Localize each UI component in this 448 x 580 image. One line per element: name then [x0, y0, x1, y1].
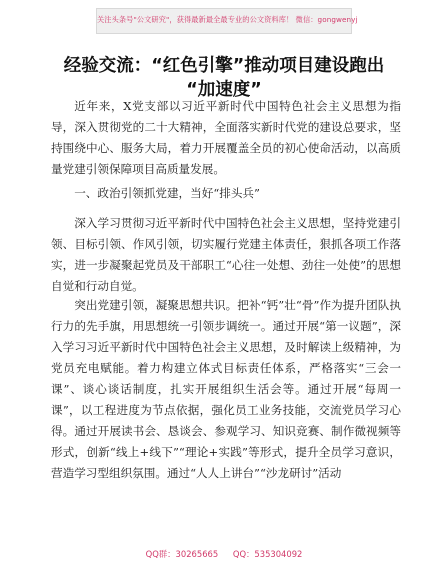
- paragraph-political-leadership: [51, 213, 401, 297]
- document-title-line2: “加速度”: [186, 80, 262, 100]
- footer-contact: [0, 548, 448, 560]
- section-heading: [51, 183, 401, 204]
- footer-qq: QQ：535304092: [232, 549, 303, 559]
- document-title-line1: 经验交流：“红色引擎”推动项目建设跑出: [63, 56, 385, 76]
- footer-qq-group: QQ群：30265665: [145, 549, 219, 559]
- paragraph-party-guidance-text: 突出党建引领，凝聚思想共识。把补“钙”壮“骨”作为提升团队执行力的先手旗，用思想统一引领步调统一。通过开展“第一议题”，深入学习习近平新时代中国特色社会主义思想，及时解读上级精神，为党员充电赋能。着力构建立体式目标责任体系，严格落实“三会一课”、谈心谈话制度，扎实开展组织生活会等。通过开展“每周一课”，以工程进度为节点依据，强化员工业务技能，交流党员学习心得。通过开展读书会、恳谈会、参观学习、知识竞赛、制作微视频等形式，创新“线上+线下”“理论+实践”等形式，提升全员学习意识，营造学习型组织氛围。通过“人人上讲台”“沙龙研讨”活动: [51, 298, 401, 480]
- section-heading-text: 一、政治引领抓党建，当好“排头兵”: [74, 186, 260, 200]
- promo-banner-text: 关注头条号"公文研究"，获得最新最全最专业的公文资料库！ 微信：gongwenyj: [97, 15, 358, 24]
- paragraph-intro: [51, 96, 401, 180]
- paragraph-political-leadership-text: 深入学习贯彻习近平新时代中国特色社会主义思想，坚持党建引领、目标引领、作风引领，切实履行党建主体责任，狠抓各项工作落实，进一步凝聚起党员及干部职工“心往一处想、劲往一处使”的思想自觉和行动自觉。: [51, 216, 401, 293]
- paragraph-party-guidance: [51, 295, 401, 484]
- paragraph-intro-text: 近年来，X党支部以习近平新时代中国特色社会主义思想为指导，深入贯彻党的二十大精神，全面落实新时代党的建设总要求，坚持围绕中心、服务大局，着力开展覆盖全员的初心使命活动，以高质量党建引领保障项目高质量发展。: [51, 99, 401, 176]
- promo-banner: [96, 8, 358, 34]
